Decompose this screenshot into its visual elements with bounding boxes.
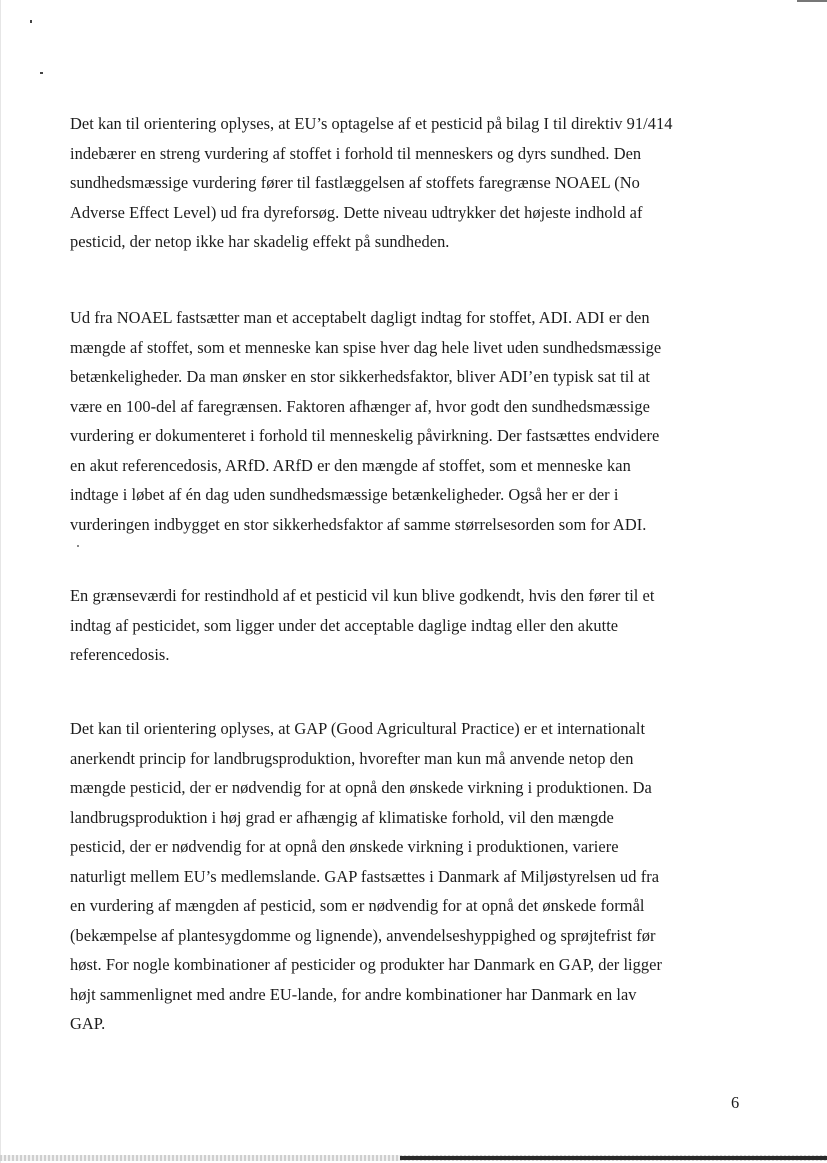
text-line: være en 100-del af faregrænsen. Faktoren afhænger af, hvor godt den sundhedsmæssige	[70, 396, 650, 416]
paragraph-eu-approval	[70, 109, 750, 257]
text-line: GAP.	[70, 1014, 106, 1033]
text-line: Adverse Effect Level) ud fra dyreforsøg. Dette niveau udtrykker det højeste indhold af	[70, 202, 643, 222]
text-line: mængde af stoffet, som et menneske kan spise hver dag hele livet uden sundhedsmæssige	[70, 337, 662, 357]
text-line: betænkeligheder. Da man ønsker en stor sikkerhedsfaktor, bliver ADI’en typisk sat til at	[70, 367, 651, 386]
text-line: Det kan til orientering oplyses, at GAP (Good Agricultural Practice) er et internationalt	[70, 719, 646, 738]
text-line: en akut referencedosis, ARfD. ARfD er den mængde af stoffet, som et menneske kan	[70, 455, 631, 475]
text-line: anerkendt princip for landbrugsproduktion, hvorefter man kun må anvende netop den	[70, 748, 634, 768]
text-line: indebærer en streng vurdering af stoffet i forhold til menneskers og dyrs sundhed. Den	[70, 143, 642, 163]
text-line: vurderingen indbygget en stor sikkerhedsfaktor af samme størrelsesorden som for ADI.	[70, 514, 647, 534]
text-line: landbrugsproduktion i høj grad er afhængig af klimatiske forhold, vil den mængde	[70, 807, 614, 827]
scan-speck	[30, 20, 32, 23]
scan-speck	[77, 545, 79, 547]
text-line: pesticid, der netop ikke har skadelig effekt på sundheden.	[70, 232, 450, 251]
text-line: høst. For nogle kombinationer af pesticider og produkter har Danmark en GAP, der ligger	[70, 955, 662, 974]
text-line: mængde pesticid, der er nødvendig for at opnå den ønskede virkning i produktionen. Da	[70, 778, 652, 797]
scan-edge-left	[0, 0, 1, 1163]
text-line: indtage i løbet af én dag uden sundhedsmæssige betænkeligheder. Også her er der i	[70, 485, 619, 504]
text-line: Det kan til orientering oplyses, at EU’s optagelse af et pesticid på bilag I til direktiv 91/414	[70, 114, 673, 133]
scan-edge-mark	[797, 0, 827, 2]
text-line: højt sammenlignet med andre EU-lande, for andre kombinationer har Danmark en lav	[70, 984, 637, 1004]
text-line: vurdering er dokumenteret i forhold til menneskelig påvirkning. Der fastsættes endvidere	[70, 426, 660, 445]
paragraph-limit-value	[70, 581, 750, 670]
page-number: 6	[731, 1093, 740, 1112]
text-line: Ud fra NOAEL fastsætter man et acceptabelt dagligt indtag for stoffet, ADI. ADI er den	[70, 308, 650, 327]
paragraph-gap	[70, 714, 750, 1039]
scan-edge-bottom-dark	[400, 1156, 827, 1160]
text-line: referencedosis.	[70, 645, 170, 664]
text-line: en vurdering af mængden af pesticid, som er nødvendig for at opnå det ønskede formål	[70, 896, 645, 915]
scan-speck	[40, 72, 43, 74]
text-line: En grænseværdi for restindhold af et pesticid vil kun blive godkendt, hvis den fører til et	[70, 586, 655, 605]
text-line: (bekæmpelse af plantesygdomme og lignende), anvendelseshyppighed og sprøjtefrist før	[70, 925, 656, 945]
paragraph-noael-adi	[70, 303, 750, 539]
text-line: indtag af pesticidet, som ligger under det acceptable daglige indtag eller den akutte	[70, 615, 619, 635]
text-line: sundhedsmæssige vurdering fører til fastlæggelsen af stoffets faregrænse NOAEL (No	[70, 173, 640, 192]
text-line: naturligt mellem EU’s medlemslande. GAP fastsættes i Danmark af Miljøstyrelsen ud fra	[70, 866, 660, 886]
text-line: pesticid, der er nødvendig for at opnå den ønskede virkning i produktionen, variere	[70, 837, 619, 856]
